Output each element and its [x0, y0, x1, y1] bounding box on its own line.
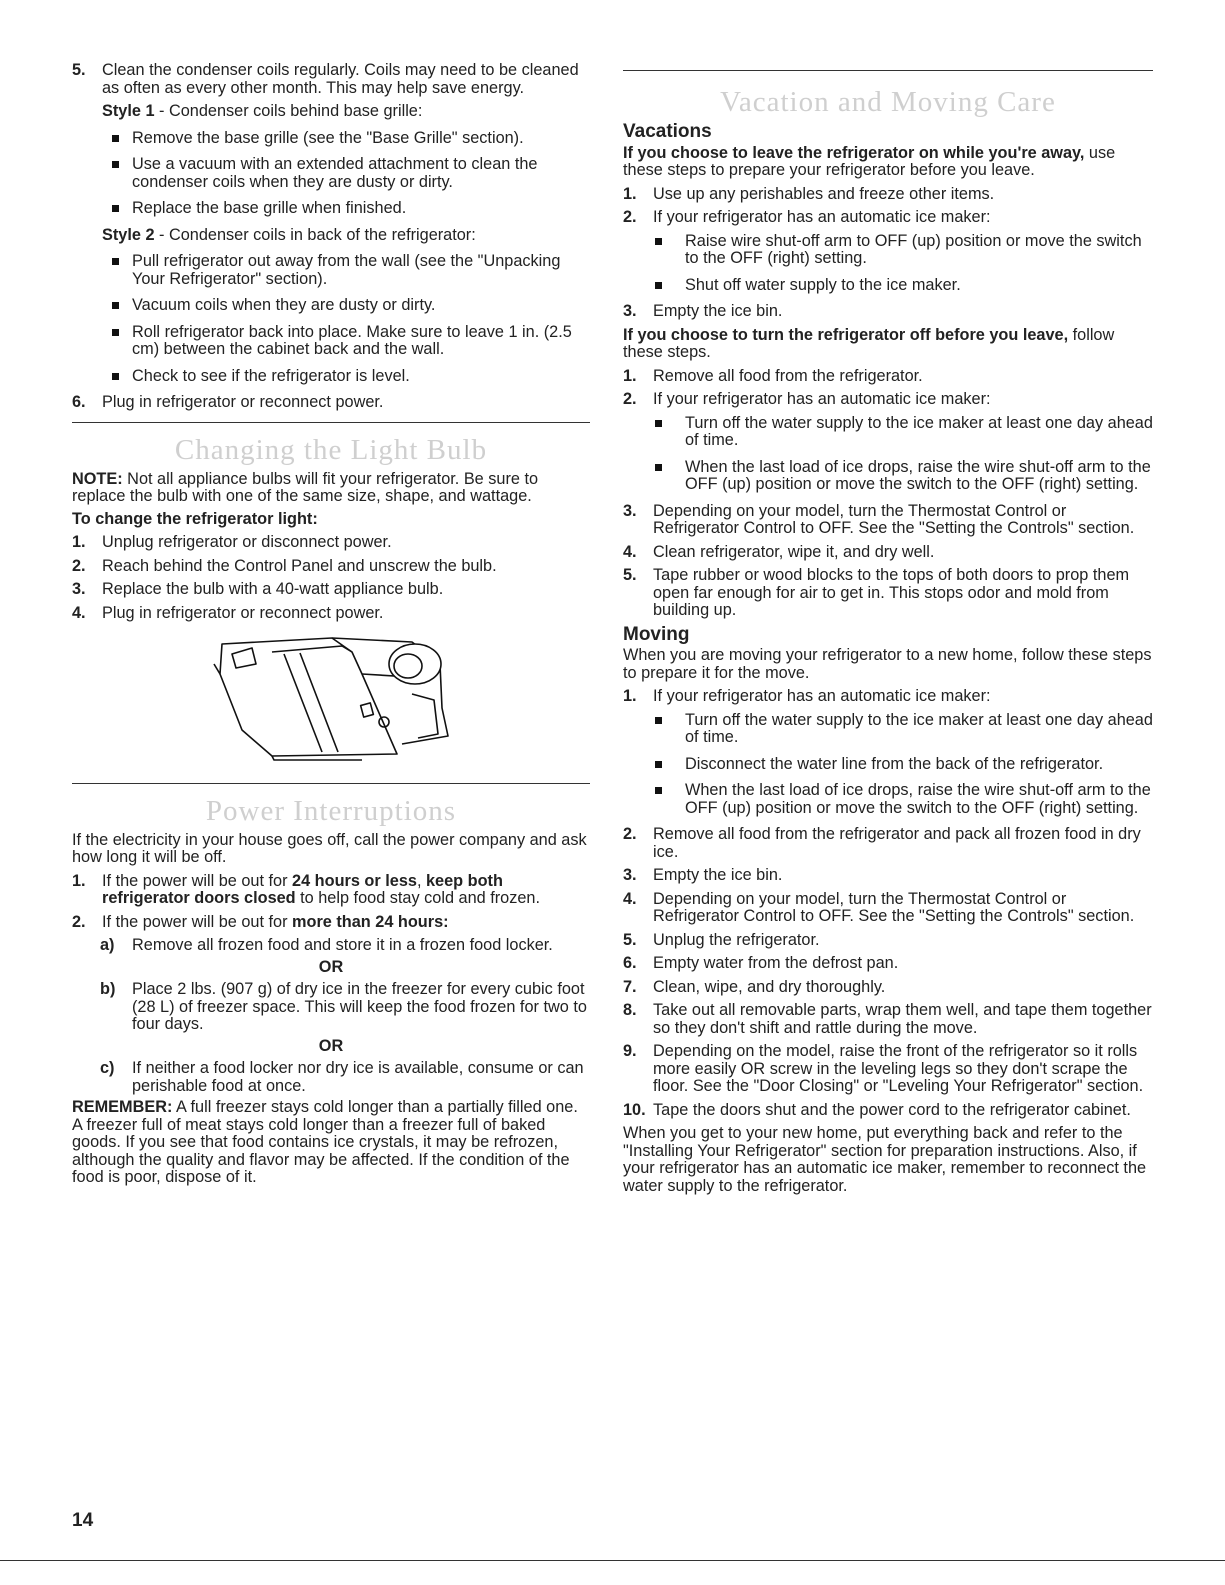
- list-item: Turn off the water supply to the ice maker at least one day ahead of time.: [623, 415, 1153, 450]
- list-item: 4. Plug in refrigerator or reconnect power.: [72, 603, 384, 622]
- light-bulb-illustration: [212, 634, 590, 767]
- list-item: 2. If your refrigerator has an automatic ice maker:: [623, 208, 991, 226]
- list-item: 2. If your refrigerator has an automatic ice maker:: [623, 390, 991, 408]
- vacation-on-intro: If you choose to leave the refrigerator on while you're away, use these steps to prepare your refrigerator before you leave.: [623, 143, 1116, 179]
- style-1-line: Style 1 - Condenser coils behind base grille:: [102, 102, 423, 120]
- list-item: 1. Unplug refrigerator or disconnect power.: [72, 533, 392, 551]
- list-item: 1. If your refrigerator has an automatic ice maker:: [623, 687, 991, 705]
- bullet-icon: [655, 464, 662, 471]
- moving-heading: Moving: [623, 623, 690, 645]
- bullet-icon: [655, 420, 662, 427]
- style-2-line: Style 2 - Condenser coils in back of the refrigerator:: [102, 225, 476, 244]
- bullet-icon: [112, 373, 119, 380]
- list-item: a) Remove all frozen food and store it in a frozen food locker.: [100, 936, 553, 954]
- list-item: Raise wire shut-off arm to OFF (up) position or move the switch to the OFF (right) setting.: [623, 233, 1153, 268]
- list-item: c) If neither a food locker nor dry ice is available, consume or can perishable food at once.: [100, 1059, 584, 1095]
- list-item: 6. Empty water from the defrost pan.: [623, 954, 899, 972]
- bullet-icon: [112, 258, 119, 265]
- list-item: Roll refrigerator back into place. Make sure to leave 1 in. (2.5 cm) between the cabinet back and the wall.: [72, 324, 590, 359]
- vacation-off-intro: If you choose to turn the refrigerator off before you leave, follow these steps.: [623, 325, 1115, 361]
- section-divider: [623, 70, 1153, 71]
- list-item: Check to see if the refrigerator is level.: [72, 368, 590, 386]
- left-column: [72, 62, 590, 1187]
- list-item: 2. If the power will be out for more than 24 hours:: [72, 912, 449, 931]
- list-item: Vacuum coils when they are dusty or dirty.: [72, 297, 590, 315]
- list-item: Use a vacuum with an extended attachment to clean the condenser coils when they are dusty or dirty.: [72, 156, 590, 191]
- list-item: 3. Empty the ice bin.: [623, 866, 783, 884]
- remember-note: REMEMBER: A full freezer stays cold longer than a partially filled one. A freezer full of meat stays cold longer than a freezer full of baked goods. If you see that food contains ice crystals, it may be refrozen, although the quality and flavor may be affected. If the condition of the food is poor, dispose of it.: [72, 1098, 578, 1186]
- list-item: 1. Use up any perishables and freeze other items.: [623, 184, 995, 203]
- list-item: Pull refrigerator out away from the wall (see the "Unpacking Your Refrigerator" section).: [72, 253, 590, 288]
- step-6: 6. Plug in refrigerator or reconnect power.: [72, 393, 384, 411]
- section-title-vacation-moving: Vacation and Moving Care: [720, 86, 1056, 118]
- light-heading: To change the refrigerator light:: [72, 509, 318, 528]
- bullet-icon: [112, 329, 119, 336]
- list-item: 3. Depending on your model, turn the Thermostat Control or Refrigerator Control to OFF. See the "Setting the Controls" section.: [623, 501, 1135, 537]
- or-label: OR: [318, 957, 344, 976]
- list-item: 7. Clean, wipe, and dry thoroughly.: [623, 977, 886, 996]
- power-intro: If the electricity in your house goes off, call the power company and ask how long it will be off.: [72, 830, 587, 866]
- control-panel-illustration: [212, 634, 462, 762]
- bullet-icon: [112, 135, 119, 142]
- step-5: 5. Clean the condenser coils regularly. Coils may need to be cleaned as often as every other month. This may help save energy.: [72, 62, 590, 97]
- list-item: 9. Depending on the model, raise the front of the refrigerator so it rolls more easily OR screw in the leveling legs so they don't scrape the floor. See the "Door Closing" or "Leveling Your Refrigerator" section.: [623, 1042, 1144, 1095]
- list-item: When the last load of ice drops, raise the wire shut-off arm to the OFF (up) position or move the switch to the OFF (right) setting.: [623, 459, 1153, 494]
- list-item: 4. Depending on your model, turn the Thermostat Control or Refrigerator Control to OFF. See the "Setting the Controls" section.: [623, 889, 1135, 925]
- moving-intro: When you are moving your refrigerator to a new home, follow these steps to prepare it for the move.: [623, 646, 1152, 682]
- bullet-icon: [112, 161, 119, 168]
- list-item: 1. Remove all food from the refrigerator.: [623, 366, 923, 385]
- list-item: 5. Tape rubber or wood blocks to the tops of both doors to prop them open far enough for air to get in. This stops odor and mold from building up.: [623, 566, 1130, 619]
- moving-closing: When you get to your new home, put everything back and refer to the "Installing Your Refrigerator" section for preparation instructions. Also, if your refrigerator has an automatic ice maker, remember to reconnect the water supply to the refrigerator.: [623, 1124, 1147, 1195]
- bullet-icon: [112, 302, 119, 309]
- bullet-icon: [655, 717, 662, 724]
- right-column: [623, 70, 1153, 1195]
- list-item: Disconnect the water line from the back of the refrigerator.: [623, 756, 1153, 774]
- bullet-icon: [655, 761, 662, 768]
- bullet-icon: [655, 238, 662, 245]
- section-title-light-bulb: Changing the Light Bulb: [174, 433, 488, 466]
- list-item: 4. Clean refrigerator, wipe it, and dry well.: [623, 542, 935, 561]
- list-item: 10. Tape the doors shut and the power cord to the refrigerator cabinet.: [623, 1100, 1131, 1119]
- or-label: OR: [318, 1036, 344, 1055]
- list-item: When the last load of ice drops, raise the wire shut-off arm to the OFF (up) position or move the switch to the OFF (right) setting.: [623, 782, 1153, 817]
- vacations-heading: Vacations: [623, 121, 712, 142]
- list-item: 3. Replace the bulb with a 40-watt appliance bulb.: [72, 580, 444, 598]
- section-divider: [72, 783, 590, 784]
- list-item: 2. Reach behind the Control Panel and unscrew the bulb.: [72, 556, 497, 575]
- list-item: 1. If the power will be out for 24 hours or less, keep both refrigerator doors closed to help food stay cold and frozen.: [72, 871, 541, 907]
- list-item: 2. Remove all food from the refrigerator and pack all frozen food in dry ice.: [623, 825, 1141, 861]
- section-title-power-interruptions: Power Interruptions: [205, 794, 457, 827]
- note: NOTE: Not all appliance bulbs will fit your refrigerator. Be sure to replace the bulb with one of the same size, shape, and wattage.: [72, 469, 539, 505]
- bullet-icon: [112, 205, 119, 212]
- list-item: 3. Empty the ice bin.: [623, 302, 783, 320]
- step-5-text: Clean the condenser coils regularly. Coils may need to be cleaned as often as every other month. This may help save energy.: [102, 61, 579, 97]
- list-item: Replace the base grille when finished.: [72, 200, 590, 218]
- page-bottom-rule: [0, 1560, 1225, 1561]
- bullet-icon: [655, 282, 662, 289]
- bullet-icon: [655, 787, 662, 794]
- list-item: 8. Take out all removable parts, wrap them well, and tape them together so they don't shift and rattle during the move.: [623, 1001, 1152, 1037]
- list-item: Turn off the water supply to the ice maker at least one day ahead of time.: [623, 712, 1153, 747]
- section-divider: [72, 422, 590, 423]
- list-item: Remove the base grille (see the "Base Grille" section).: [72, 130, 590, 148]
- page-number: 14: [72, 1510, 94, 1531]
- list-item: Shut off water supply to the ice maker.: [623, 277, 1153, 295]
- list-item: b) Place 2 lbs. (907 g) of dry ice in the freezer for every cubic foot (28 L) of freezer space. This will keep the food frozen for two to four days.: [100, 980, 587, 1033]
- list-item: 5. Unplug the refrigerator.: [623, 930, 820, 949]
